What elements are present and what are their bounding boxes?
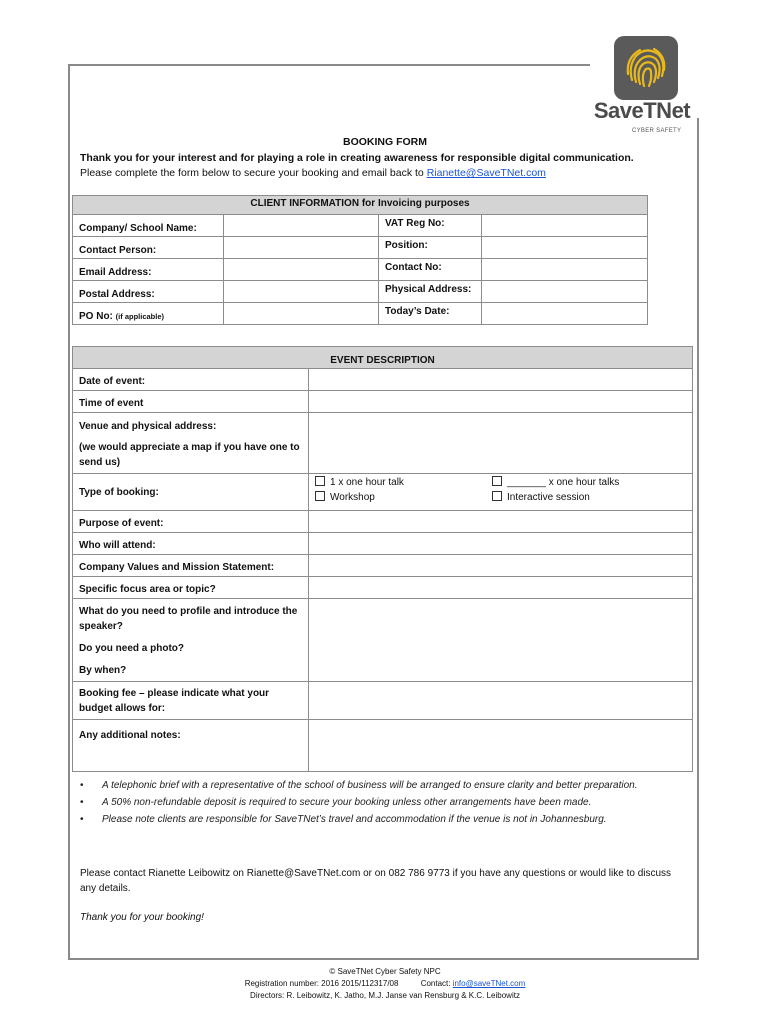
po-label xyxy=(73,303,224,325)
vat-label: VAT Reg No: xyxy=(379,215,482,237)
contact-no-field[interactable] xyxy=(482,259,648,281)
footer-directors: Directors: R. Leibowitz, K. Jatho, M.J. Janse van Rensburg & K.C. Leibowitz xyxy=(250,991,520,1000)
notes-label: Any additional notes: xyxy=(73,720,309,772)
savetnet-logo xyxy=(592,36,692,136)
email-label: Email Address: xyxy=(73,259,224,281)
footer-reg-line xyxy=(0,978,770,990)
map-note: (we would appreciate a map if you have one to send us) xyxy=(79,442,300,468)
speaker-profile-label xyxy=(73,599,309,682)
venue-label xyxy=(73,413,309,474)
today-label: Today’s Date: xyxy=(379,303,482,325)
venue-field[interactable] xyxy=(309,413,693,474)
intro-email-link[interactable]: Rianette@SaveTNet.com xyxy=(426,167,546,179)
fee-label: Booking fee – please indicate what your budget allows for: xyxy=(73,682,309,720)
po-note: (if applicable) xyxy=(115,312,165,321)
postal-field[interactable] xyxy=(224,281,379,303)
term-item xyxy=(80,812,680,827)
bullet-dot: • xyxy=(80,814,84,825)
fingerprint-icon xyxy=(614,36,678,100)
venue-label-text: Venue and physical address: xyxy=(79,421,217,432)
event-header: EVENT DESCRIPTION xyxy=(73,347,693,369)
option-one-hour-talk[interactable] xyxy=(315,475,404,490)
fee-field[interactable] xyxy=(309,682,693,720)
checkbox-multiple-talks[interactable] xyxy=(492,476,502,486)
company-field[interactable] xyxy=(224,215,379,237)
thanks-note: Thank you for your booking! xyxy=(80,912,204,923)
contact-no-label: Contact No: xyxy=(379,259,482,281)
purpose-field[interactable] xyxy=(309,511,693,533)
focus-field[interactable] xyxy=(309,577,693,599)
checkbox-interactive[interactable] xyxy=(492,491,502,501)
frame-left-border xyxy=(68,64,70,960)
postal-label: Postal Address: xyxy=(73,281,224,303)
footer-email-link[interactable]: info@saveTNet.com xyxy=(452,979,526,988)
frame-top-border xyxy=(68,64,590,66)
bullet-dot: • xyxy=(80,797,84,808)
who-label: Who will attend: xyxy=(73,533,309,555)
logo-tagline: CYBER SAFETY xyxy=(632,128,682,134)
term-item xyxy=(80,795,680,810)
date-field[interactable] xyxy=(309,369,693,391)
focus-label: Specific focus area or topic? xyxy=(73,577,309,599)
physical-field[interactable] xyxy=(482,281,648,303)
checkbox-one-hour[interactable] xyxy=(315,476,325,486)
when-question: By when? xyxy=(79,665,127,676)
frame-bottom-border xyxy=(68,958,699,960)
po-label-text: PO No: xyxy=(79,311,113,322)
option-multiple-talks[interactable] xyxy=(492,475,619,490)
today-field[interactable] xyxy=(482,303,648,325)
position-label: Position: xyxy=(379,237,482,259)
option-workshop[interactable] xyxy=(315,490,375,505)
contact-person-field[interactable] xyxy=(224,237,379,259)
values-field[interactable] xyxy=(309,555,693,577)
term-item xyxy=(80,778,680,793)
frame-right-border xyxy=(697,118,699,960)
speaker-profile-field[interactable] xyxy=(309,599,693,682)
client-header: CLIENT INFORMATION for Invoicing purposes xyxy=(73,196,648,215)
type-options xyxy=(309,474,693,511)
position-field[interactable] xyxy=(482,237,648,259)
contact-person-label: Contact Person: xyxy=(73,237,224,259)
terms-list xyxy=(80,778,680,829)
term-text: A 50% non-refundable deposit is required to secure your booking unless other arrangements have been made. xyxy=(102,797,592,808)
intro-instructions-text: Please complete the form below to secure your booking and email back to xyxy=(80,167,427,179)
event-description-table xyxy=(72,346,693,772)
po-field[interactable] xyxy=(224,303,379,325)
option-workshop-label: Workshop xyxy=(330,492,375,503)
term-text: A telephonic brief with a representative of the school of business will be arranged to ensure clarity and better preparation. xyxy=(102,780,638,791)
photo-question: Do you need a photo? xyxy=(79,643,184,654)
company-label: Company/ School Name: xyxy=(73,215,224,237)
time-field[interactable] xyxy=(309,391,693,413)
footer-registration: Registration number: 2016 2015/112317/08 xyxy=(244,979,399,988)
option-interactive-label: Interactive session xyxy=(507,492,590,503)
who-field[interactable] xyxy=(309,533,693,555)
date-label: Date of event: xyxy=(73,369,309,391)
vat-field[interactable] xyxy=(482,215,648,237)
type-label: Type of booking: xyxy=(73,474,309,511)
purpose-label: Purpose of event: xyxy=(73,511,309,533)
term-text: Please note clients are responsible for SaveTNet’s travel and accommodation if the venue is not in Johannesburg. xyxy=(102,814,607,825)
physical-label: Physical Address: xyxy=(379,281,482,303)
footer-contact-label: Contact: xyxy=(420,979,453,988)
logo-wordmark: SaveTNet xyxy=(593,98,691,123)
notes-field[interactable] xyxy=(309,720,693,772)
contact-paragraph: Please contact Rianette Leibowitz on Rianette@SaveTNet.com or on 082 786 9773 if you have any questions or would like to discuss any details. xyxy=(80,868,672,894)
option-multiple-talks-label: _______ x one hour talks xyxy=(507,477,620,488)
intro-instructions xyxy=(80,167,546,179)
client-info-table xyxy=(72,195,648,325)
form-title: BOOKING FORM xyxy=(343,136,427,148)
footer-company: © SaveTNet Cyber Safety NPC xyxy=(329,967,441,976)
time-label: Time of event xyxy=(73,391,309,413)
bullet-dot: • xyxy=(80,780,84,791)
option-one-hour-label: 1 x one hour talk xyxy=(330,477,404,488)
profile-question: What do you need to profile and introduce the speaker? xyxy=(79,606,298,632)
checkbox-workshop[interactable] xyxy=(315,491,325,501)
intro-thanks: Thank you for your interest and for playing a role in creating awareness for responsible digital communication. xyxy=(80,152,634,164)
option-interactive[interactable] xyxy=(492,490,590,505)
values-label: Company Values and Mission Statement: xyxy=(73,555,309,577)
page-footer xyxy=(0,966,770,1002)
email-field[interactable] xyxy=(224,259,379,281)
fingerprint-tile xyxy=(614,36,678,100)
